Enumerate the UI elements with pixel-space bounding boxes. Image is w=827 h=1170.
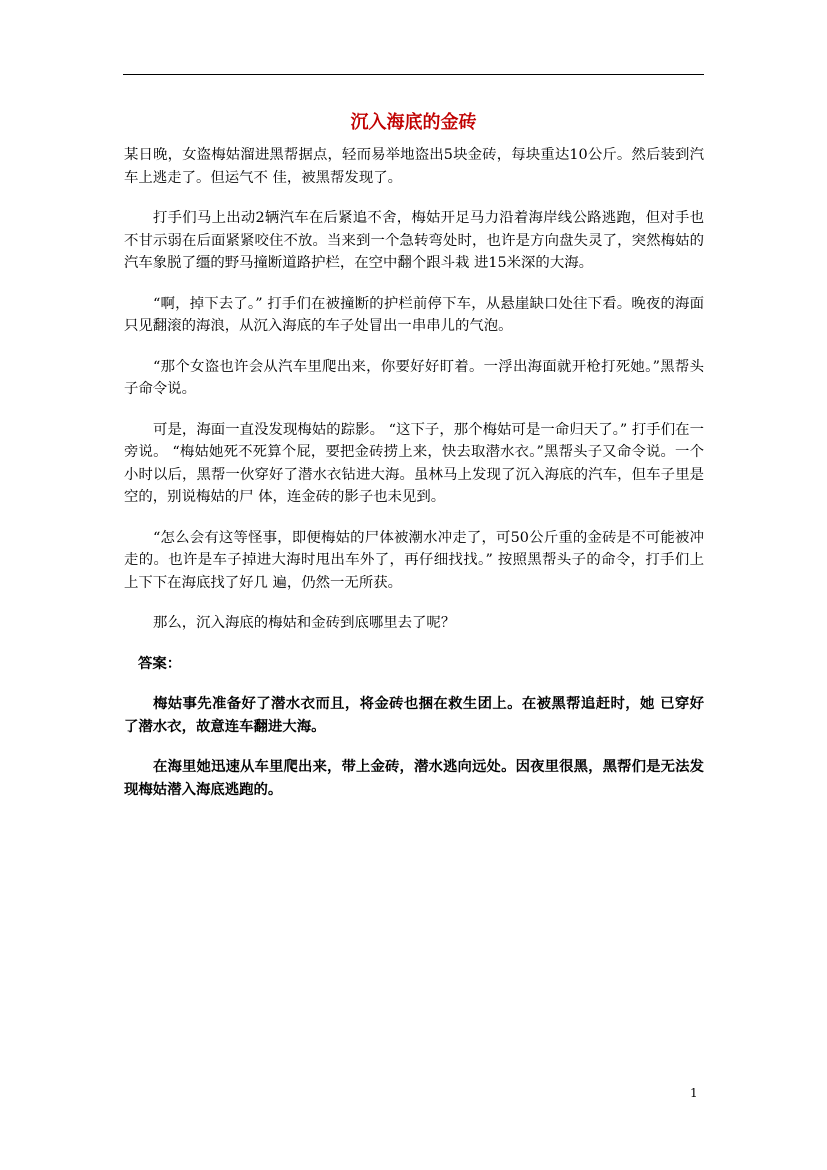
story-paragraph-1: 某日晚，女盗梅姑溜进黑帮据点，轻而易举地盗出5块金砖，每块重达10公斤。然后装到汽车上逃走了。但运气不 佳，被黑帮发现了。 [124, 147, 704, 186]
story-paragraph-7: 那么，沉入海底的梅姑和金砖到底哪里去了呢？ [153, 615, 456, 631]
answer-label: 答案： [138, 654, 182, 672]
page-number: 1 [690, 1086, 698, 1100]
answer-paragraph-2: 在海里她迅速从车里爬出来，带上金砖，潜水逃向远处。因夜里很黑，黑帮们是无法发现梅姑潜入海底逃跑的。 [124, 758, 704, 798]
answer-paragraph-1: 梅姑事先准备好了潜水衣而且，将金砖也捆在救生团上。在被黑帮追赶时，她 已穿好了潜水衣，故意连车翻进大海。 [124, 695, 704, 735]
story-paragraph-2: 打手们马上出动2辆汽车在后紧追不舍，梅姑开足马力沿着海岸线公路逃跑，但对手也不甘示弱在后面紧紧咬住不放。当来到一个急转弯处时，也许是方向盘失灵了，突然梅姑的汽车象脱了缰的野马撞断道路护栏，在空中翻个跟斗栽 进15米深的大海。 [124, 210, 704, 271]
story-paragraph-5: 可是，海面一直没发现梅姑的踪影。 “这下子，那个梅姑可是一命归天了。” 打手们在一旁说。 “梅姑她死不死算个屁，要把金砖捞上来，快去取潜水衣。”黑帮头子又命令说。一个小时以后，黑帮一伙穿好了潜水衣钻进大海。虽林马上发现了沉入海底的汽车，但车子里是空的，别说梅姑的尸 体，连金砖的影子也未见到。 [124, 421, 704, 505]
story-paragraph-3: “啊，掉下去了。” 打手们在被撞断的护栏前停下车，从悬崖缺口处往下看。晚夜的海面只见翻滚的海浪，从沉入海底的车子处冒出一串串儿的气泡。 [124, 295, 704, 334]
story-paragraph-6: “怎么会有这等怪事，即便梅姑的尸体被潮水冲走了，可50公斤重的金砖是不可能被冲走的。也许是车子掉进大海时甩出车外了，再仔细找找。” 按照黑帮头子的命令，打手们上上下下在海底找了好几 遍，仍然一无所获。 [124, 529, 704, 591]
page-title: 沉入海底的金砖 [350, 112, 477, 133]
header-rule [123, 74, 704, 75]
document-body [124, 144, 704, 819]
story-paragraph-4: “那个女盗也许会从汽车里爬出来，你要好好盯着。一浮出海面就开枪打死她。”黑帮头子命令说。 [124, 358, 704, 397]
